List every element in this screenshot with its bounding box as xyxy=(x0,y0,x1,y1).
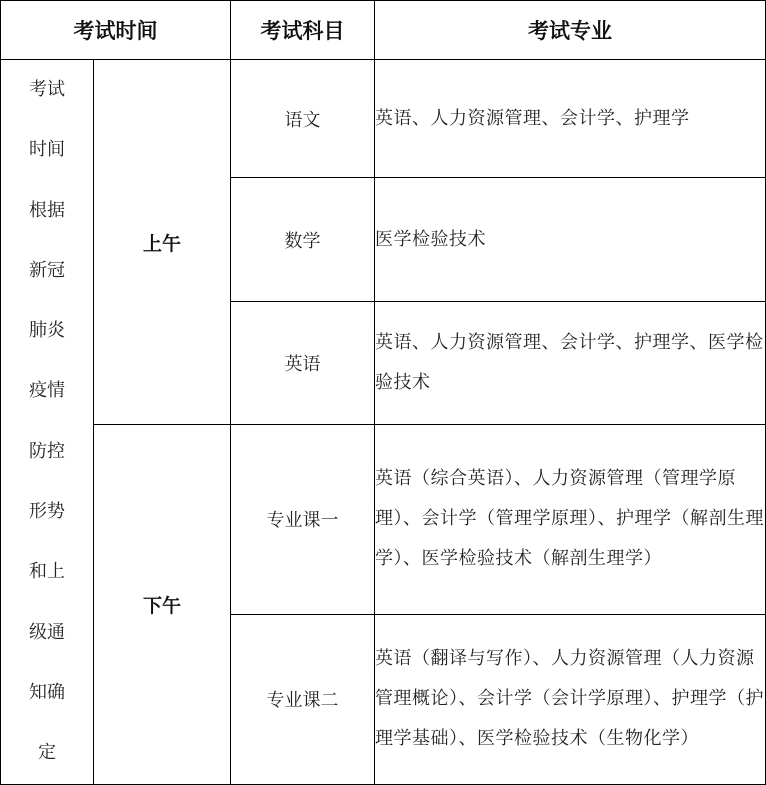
table-row xyxy=(1,60,766,178)
note-line: 时间 xyxy=(29,139,65,161)
table-row xyxy=(1,425,766,615)
subject-cell: 专业课二 xyxy=(231,614,375,784)
period-morning: 上午 xyxy=(94,60,231,425)
header-row xyxy=(1,1,766,60)
period-afternoon: 下午 xyxy=(94,425,231,785)
subject-cell: 专业课一 xyxy=(231,425,375,615)
header-exam-major: 考试专业 xyxy=(375,1,766,60)
majors-cell: 英语、人力资源管理、会计学、护理学 xyxy=(375,60,766,178)
note-line: 级通 xyxy=(29,621,65,643)
majors-cell: 英语、人力资源管理、会计学、护理学、医学检验技术 xyxy=(375,302,766,425)
note-line: 疫情 xyxy=(29,380,65,402)
note-line: 和上 xyxy=(29,561,65,583)
note-line: 肺炎 xyxy=(29,320,65,342)
note-line: 形势 xyxy=(29,501,65,523)
note-line: 防控 xyxy=(29,440,65,462)
note-line: 知确 xyxy=(29,681,65,703)
header-exam-time: 考试时间 xyxy=(1,1,231,60)
subject-cell: 语文 xyxy=(231,60,375,178)
majors-cell: 医学检验技术 xyxy=(375,178,766,302)
subject-cell: 数学 xyxy=(231,178,375,302)
note-line: 新冠 xyxy=(29,259,65,281)
subject-cell: 英语 xyxy=(231,302,375,425)
time-note-cell xyxy=(1,60,94,785)
note-line: 考试 xyxy=(29,79,65,100)
note-line: 根据 xyxy=(29,199,65,221)
note-line: 定 xyxy=(38,742,56,764)
header-exam-subject: 考试科目 xyxy=(231,1,375,60)
majors-cell: 英语（综合英语）、人力资源管理（管理学原理）、会计学（管理学原理）、护理学（解剖生理学）、医学检验技术（解剖生理学） xyxy=(375,425,766,615)
majors-cell: 英语（翻译与写作）、人力资源管理（人力资源管理概论）、会计学（会计学原理）、护理学（护理学基础）、医学检验技术（生物化学） xyxy=(375,614,766,784)
